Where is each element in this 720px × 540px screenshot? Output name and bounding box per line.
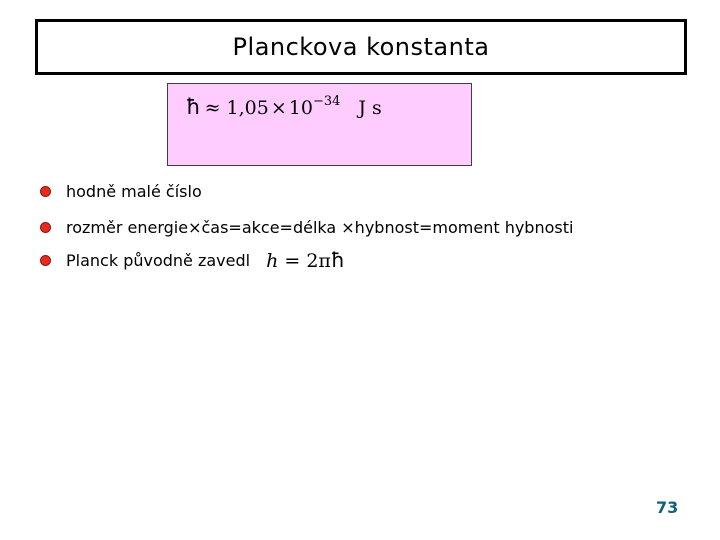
bullet-dot-icon — [40, 222, 51, 233]
formula-base: 10 — [288, 97, 313, 119]
bullet-text: hodně malé číslo — [66, 182, 202, 201]
bullet-item-3 — [40, 248, 345, 272]
math-h: h — [266, 250, 279, 272]
formula-exponent: −34 — [312, 94, 341, 109]
bullet-item-1 — [40, 182, 202, 201]
formula-unit: J s — [358, 97, 382, 119]
slide-title: Planckova konstanta — [232, 33, 490, 61]
formula-box — [167, 83, 472, 166]
bullet-text: Planck původně zavedl — [66, 250, 251, 270]
bullet-item-2 — [40, 218, 573, 237]
title-box — [35, 19, 687, 75]
bullet-dot-icon — [40, 186, 51, 197]
formula-mantissa: 1,05 — [226, 97, 269, 119]
bullet-text: rozměr energie×čas=akce=délka ×hybnost=moment hybnosti — [66, 218, 574, 237]
planck-formula — [186, 94, 382, 119]
page-number: 73 — [656, 498, 679, 517]
math-eq: = 2π — [278, 250, 331, 272]
inline-formula — [266, 248, 345, 272]
bullet-dot-icon — [40, 255, 51, 266]
approx-sign: ≈ — [204, 97, 221, 119]
math-hbar: ħ — [330, 248, 345, 272]
times-sign: × — [270, 97, 287, 119]
hbar-symbol: ħ — [186, 95, 201, 119]
